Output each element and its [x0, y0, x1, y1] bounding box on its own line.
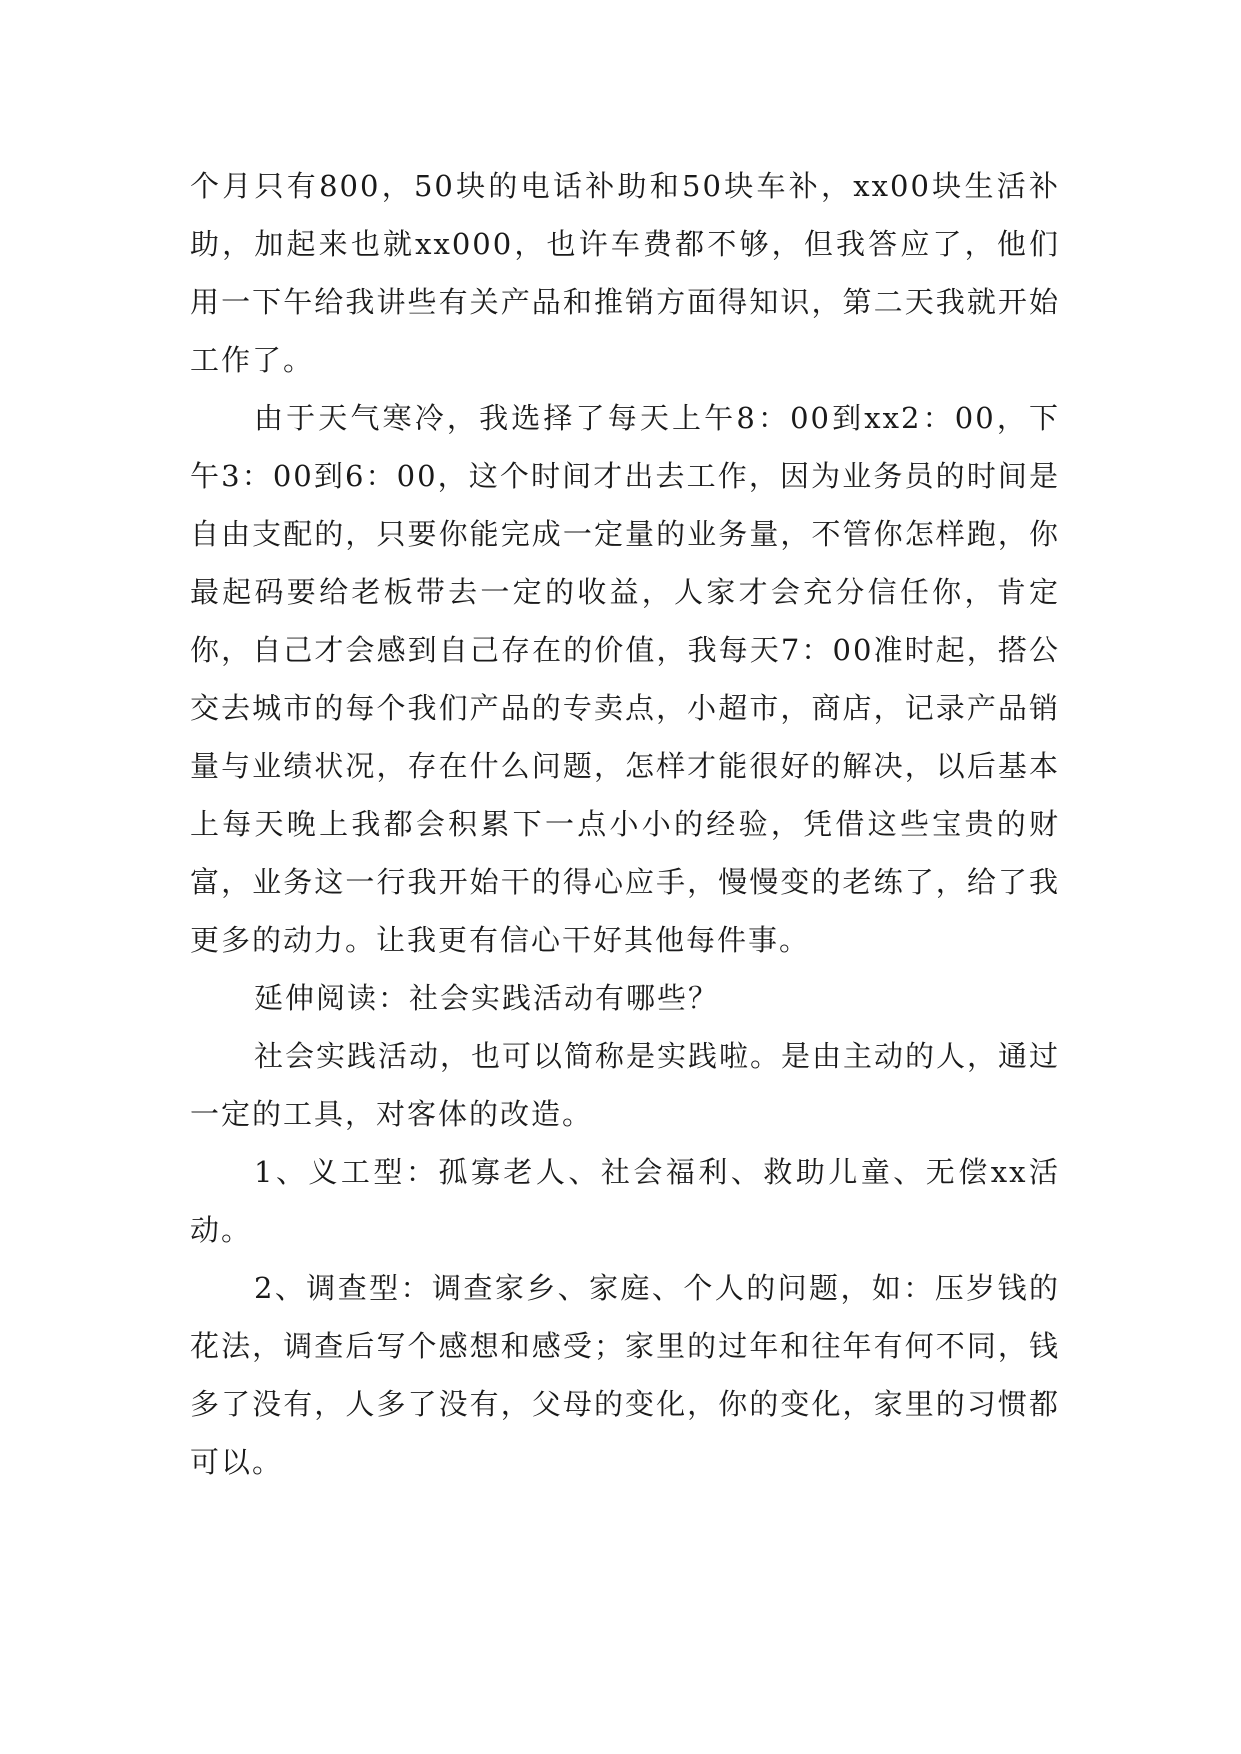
- paragraph-2: 由于天气寒冷，我选择了每天上午8：00到xx2：00，下午3：00到6：00，这个时间才出去工作，因为业务员的时间是自由支配的，只要你能完成一定量的业务量，不管你怎样跑，你最起码要给老板带去一定的收益，人家才会充分信任你，肯定你，自己才会感到自己存在的价值，我每天7：00准时起，搭公交去城市的每个我们产品的专卖点，小超市，商店，记录产品销量与业绩状况，存在什么问题，怎样才能很好的解决，以后基本上每天晚上我都会积累下一点小小的经验，凭借这些宝贵的财富，业务这一行我开始干的得心应手，慢慢变的老练了，给了我更多的动力。让我更有信心干好其他每件事。: [190, 401, 1060, 957]
- document-body: [190, 157, 1060, 1491]
- paragraph-4: 社会实践活动，也可以简称是实践啦。是由主动的人，通过一定的工具，对客体的改造。: [190, 1039, 1061, 1131]
- list-item-survey-type: 2、调查型：调查家乡、家庭、个人的问题，如：压岁钱的花法，调查后写个感想和感受；家里的过年和往年有何不同，钱多了没有，人多了没有，父母的变化，你的变化，家里的习惯都可以。: [190, 1271, 1060, 1479]
- paragraph-1: 个月只有800，50块的电话补助和50块车补，xx00块生活补助，加起来也就xx000，也许车费都不够，但我答应了，他们用一下午给我讲些有关产品和推销方面得知识，第二天我就开始工作了。: [190, 169, 1060, 377]
- paragraph-extended-reading-heading: 延伸阅读：社会实践活动有哪些？: [254, 981, 720, 1015]
- list-item-volunteer-type: 1、义工型：孤寡老人、社会福利、救助儿童、无偿xx活动。: [190, 1155, 1060, 1247]
